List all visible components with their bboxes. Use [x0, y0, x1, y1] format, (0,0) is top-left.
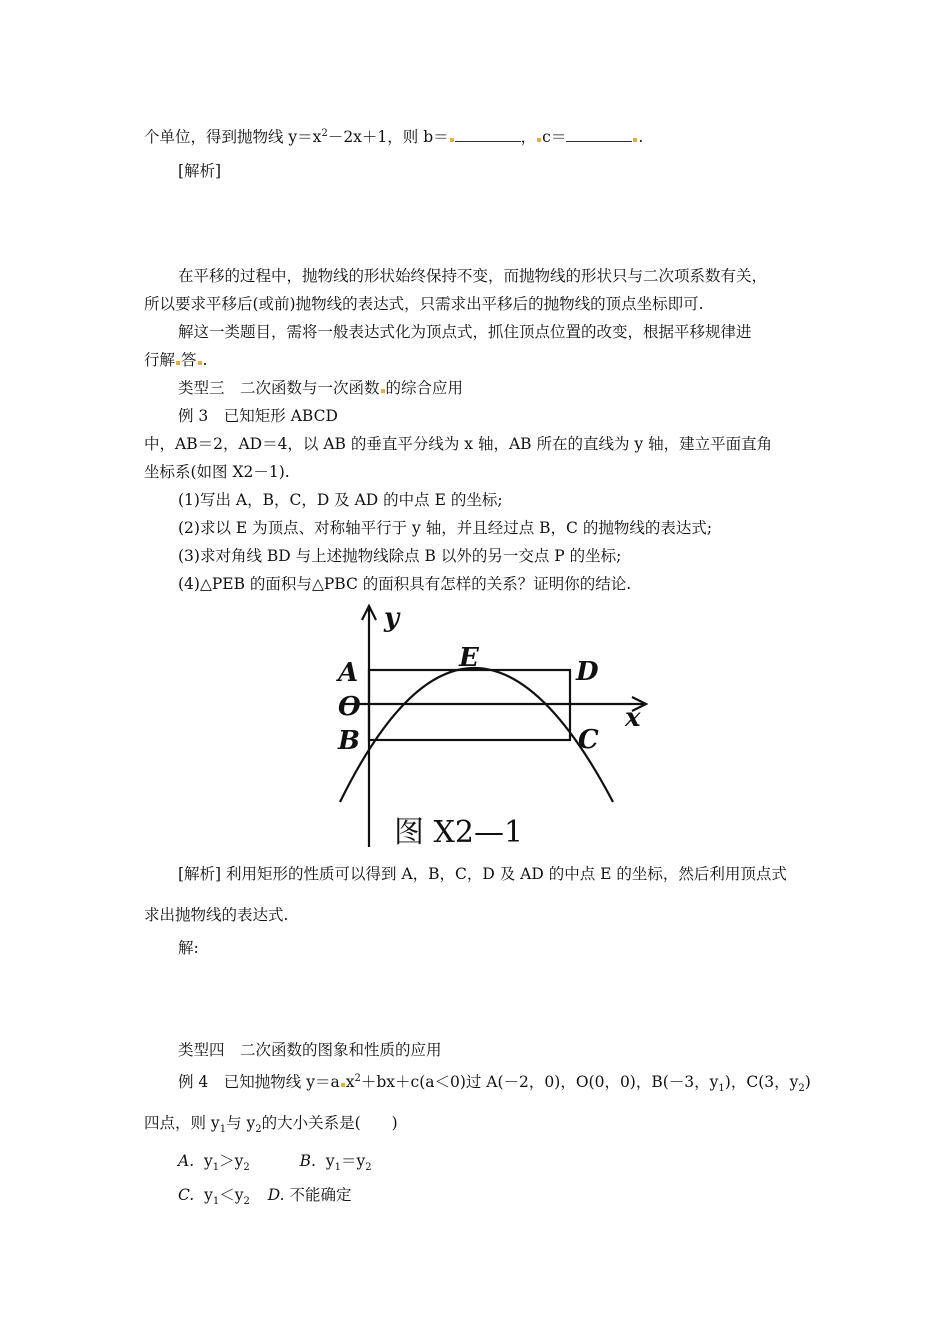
type-3-heading: 类型三 二次函数与一次函数 的综合应用 [178, 379, 464, 397]
question-1: (1)写出 A，B，C，D 及 AD 的中点 E 的坐标; [178, 491, 503, 509]
answer-blank-b[interactable] [455, 127, 521, 142]
label-e: E [459, 643, 479, 673]
option-a-label: A. [178, 1152, 195, 1170]
label-d: D [576, 657, 599, 687]
label-c: C [578, 725, 599, 755]
solution-label: 解: [178, 939, 199, 957]
question-4: (4)△PEB 的面积与△PBC 的面积具有怎样的关系？证明你的结论. [178, 575, 632, 593]
example-3-line-2: 中，AB＝2，AD＝4，以 AB 的垂直平分线为 x 轴，AB 所在的直线为 y 轴，建立平面直角 [144, 435, 773, 453]
answer-blank-c[interactable] [566, 127, 632, 142]
paragraph-2b: 行解 答 . [144, 351, 208, 369]
label-y: y [384, 603, 400, 633]
question-2: (2)求以 E 为顶点、对称轴平行于 y 轴，并且经过点 B，C 的抛物线的表达式; [178, 519, 713, 537]
option-d-label: D. [267, 1186, 285, 1204]
jiexi-2b: 求出抛物线的表达式. [144, 906, 289, 924]
option-b-label: B. [299, 1152, 316, 1170]
option-c-label: C. [178, 1186, 195, 1204]
example-4-line-1: 例 4 已知抛物线 y＝a $x^2+bx+c(a<0)$过 A(－2，0)，O(0，0)，B(－3，$y_1$)，C(3，$y_2$) [178, 1072, 811, 1095]
example-3-title: 例 3 已知矩形 ABCD [178, 407, 338, 425]
option-d-text: 不能确定 [289, 1186, 352, 1204]
figure-x2-1 [328, 602, 658, 860]
option-b-text: $y_1=y_2$ [325, 1152, 372, 1174]
type-4-heading: 类型四 二次函数的图象和性质的应用 [178, 1041, 442, 1059]
question-3: (3)求对角线 BD 与上述抛物线除点 B 以外的另一交点 P 的坐标; [178, 547, 622, 565]
label-x: x [625, 703, 641, 733]
paragraph-1b: 所以要求平移后(或前)抛物线的表达式，只需求出平移后的抛物线的顶点坐标即可. [144, 295, 704, 313]
options-row-2 [178, 1185, 352, 1208]
parabola [340, 668, 613, 802]
option-a-text: $y_1>y_2$ [203, 1152, 250, 1174]
label-o: O [338, 692, 361, 722]
jiexi-label-1: [解析] [178, 162, 222, 180]
example-3-line-3: 坐标系(如图 X2－1). [144, 463, 290, 481]
options-row-1 [178, 1151, 372, 1174]
figure-caption: 图 X2—1 [394, 815, 524, 850]
option-c-text: $y_1<y_2$ [204, 1186, 250, 1208]
label-a: A [338, 658, 359, 688]
paragraph-2a: 解这一类题目，需将一般表达式化为顶点式，抓住顶点位置的改变，根据平移规律进 [178, 323, 752, 341]
paragraph-1a: 在平移的过程中，抛物线的形状始终保持不变，而抛物线的形状只与二次项系数有关， [178, 267, 768, 285]
label-b: B [338, 726, 360, 756]
jiexi-2a: [解析] 利用矩形的性质可以得到 A，B，C，D 及 AD 的中点 E 的坐标，然后利用顶点式 [178, 865, 787, 883]
line-blank-question: 个单位，得到抛物线 $y=x^2-2x+1$，则 b＝ ， c＝ . [144, 127, 644, 146]
example-4-line-2: 四点，则 $y_1$与 $y_2$的大小关系是( ) [144, 1114, 398, 1136]
